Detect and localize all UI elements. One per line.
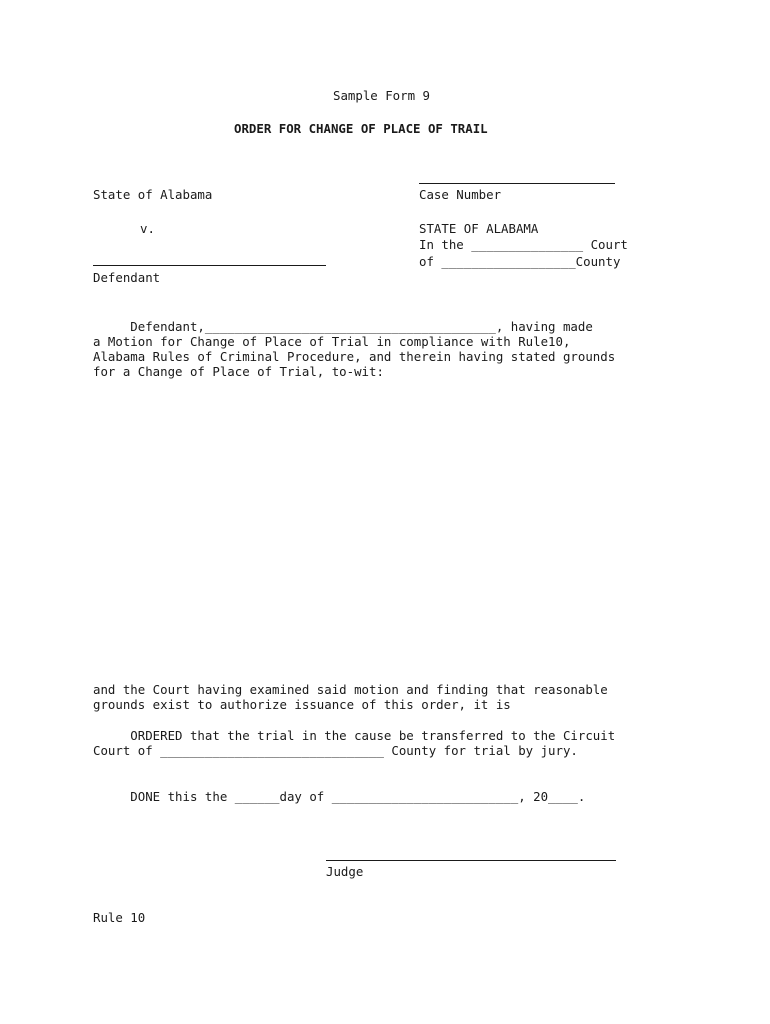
state-heading: STATE OF ALABAMA xyxy=(419,221,539,236)
judge-signature-line xyxy=(326,860,616,861)
county-line: of __________________County xyxy=(419,254,621,269)
court-line: In the _______________ Court xyxy=(419,237,628,252)
body-line: Court of ______________________________ County for trial by jury. xyxy=(93,743,578,758)
versus-label: v. xyxy=(140,221,155,236)
document-title: ORDER FOR CHANGE OF PLACE OF TRAIL xyxy=(234,121,488,136)
case-number-label: Case Number xyxy=(419,187,502,202)
body-line: Defendant,_______________________________________, having made xyxy=(93,319,593,334)
done-line: DONE this the ______day of _________________________, 20____. xyxy=(93,789,586,804)
form-label: Sample Form 9 xyxy=(333,88,430,103)
body-line: grounds exist to authorize issuance of this order, it is xyxy=(93,697,511,712)
body-line: a Motion for Change of Place of Trial in compliance with Rule10, xyxy=(93,334,571,349)
defendant-name-line xyxy=(93,265,326,266)
footer-rule-reference: Rule 10 xyxy=(93,910,146,925)
case-number-line xyxy=(419,183,615,184)
judge-label: Judge xyxy=(326,864,364,879)
defendant-label: Defendant xyxy=(93,270,161,285)
body-line: ORDERED that the trial in the cause be transferred to the Circuit xyxy=(93,728,616,743)
body-line: Alabama Rules of Criminal Procedure, and therein having stated grounds xyxy=(93,349,616,364)
body-line: and the Court having examined said motion and finding that reasonable xyxy=(93,682,608,697)
body-line: for a Change of Place of Trial, to-wit: xyxy=(93,364,384,379)
plaintiff-name: State of Alabama xyxy=(93,187,213,202)
